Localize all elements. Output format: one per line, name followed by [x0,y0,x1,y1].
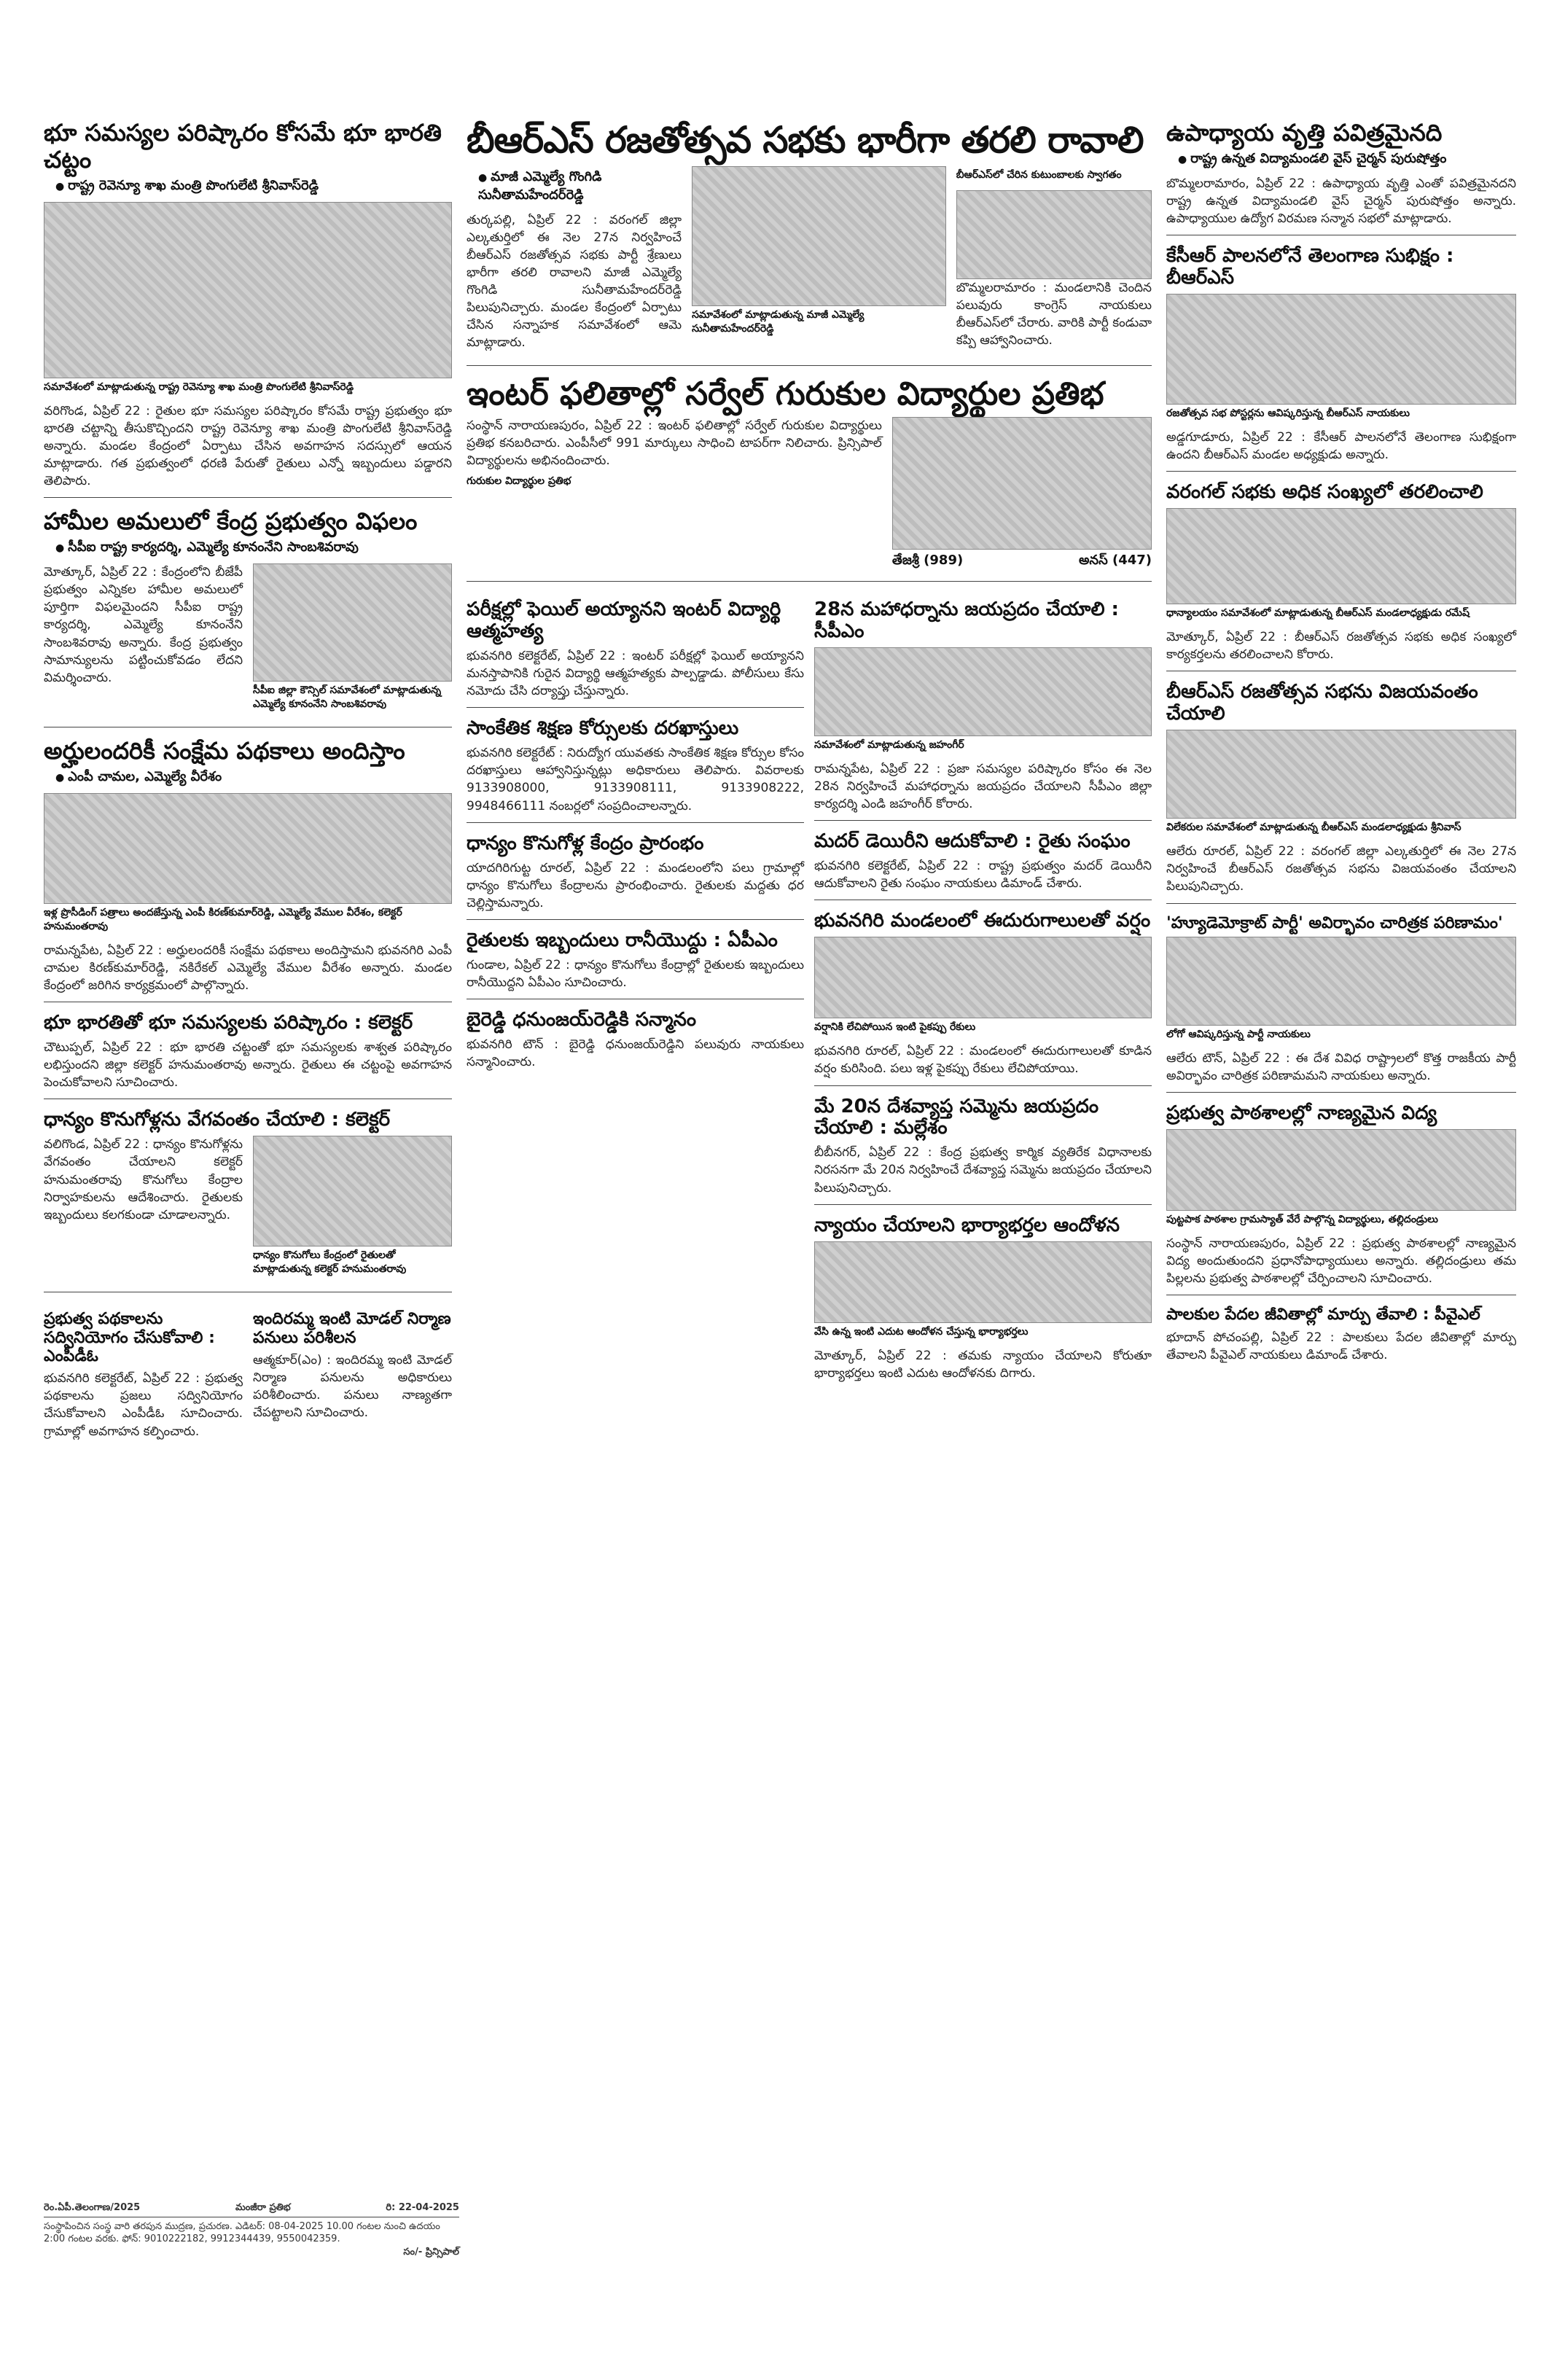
divider [467,919,804,920]
photo-brs-president [1166,508,1516,604]
article-new-party-body: ఆలేరు టౌన్, ఏప్రిల్ 22 : ఈ దేశ వివిధ రాష్ట్రాలలో కొత్త రాజకీయ పార్టీ అవిర్భావం చారిత్రక పరిణామమని నాయకులు అన్నారు. [1166,1050,1516,1083]
headline-warangal-rally: వరంగల్ సభకు అధిక సంఖ్యలో తరలించాలి [1166,481,1483,504]
article-rain-body: భువనగిరి రూరల్, ఏప్రిల్ 22 : మండలంలో ఈదురుగాలులతో కూడిన వర్షం కురిసింది. పలు ఇళ్ల పైకప్పు రేకులు లేచిపోయాయి. [814,1044,1152,1077]
headline-cpm-dharna: 28న మహాధర్నాను జయప్రదం చేయాలి : సీపీఎం [814,598,1119,642]
article-inter-results-body: సంస్థాన్ నారాయణపురం, ఏప్రిల్ 22 : ఇంటర్ ఫలితాల్లో సర్వేల్ గురుకుల విద్యార్థులు ప్రతిభ కనబరిచారు. ఎంపీసీలో 991 మార్కులు సాధించి టాపర్‌గా నిలిచారు. ప్రిన్సిపాల్ విద్యార్థులను అభినందించారు. [467,418,882,469]
headline-collector-bhu-bharati: భూ భారతితో భూ సమస్యలకు పరిష్కారం : కలెక్టర్ [44,1012,413,1034]
article-cpi-body: మోత్కూర్, ఏప్రిల్ 22 : కేంద్రంలోని బీజేపీ ప్రభుత్వం ఎన్నికల హామీల అమలులో పూర్తిగా విఫలమైందని సీపీఐ రాష్ట్ర కార్యదర్శి, ఎమ్మెల్యే కూనంనేని సాంబశివరావు అన్నారు. కేంద్ర ప్రభుత్వం సామాన్యులను పట్టించుకోవడం లేదని విమర్శించారు. [44,565,243,685]
headline-brs-silver-jubilee: బీఆర్ఎస్ రజతోత్సవ సభను విజయవంతం చేయాలి [1166,681,1478,725]
lead-article-body: తుర్కపల్లి, ఏప్రిల్ 22 : వరంగల్ జిల్లా ఎల్కతుర్తిలో ఈ నెల 27న నిర్వహించే బీఆర్ఎస్ రజతోత్సవ సభకు పార్టీ శ్రేణులు భారీగా తరలి రావాలని మాజీ ఎమ్మెల్యే గొంగిడి సునీతామహేందర్‌రెడ్డి పిలుపునిచ్చారు. మండల కేంద్రంలో ఏర్పాటు చేసిన సన్నాహక సమావేశంలో ఆమె మాట్లాడారు. [467,212,682,351]
article-pyl-body: భూదాన్ పోచంపల్లి, ఏప్రిల్ 22 : పాలకులు పేదల జీవితాల్లో మార్పు తేవాలని పీవైఎల్ నాయకులు డిమాండ్ చేశారు. [1166,1330,1516,1362]
article-kcr-body: అడ్డగూడూరు, ఏప్రిల్ 22 : కేసీఆర్ పాలనలోనే తెలంగాణ సుభిక్షంగా ఉందని బీఆర్ఎస్ మండల అధ్యక్షుడు అన్నారు. [1166,429,1516,463]
divider [814,1085,1152,1086]
headline-grain-center-opening: ధాన్యం కొనుగోళ్ల కేంద్రం ప్రారంభం [467,832,704,854]
divider [467,707,804,708]
photo-poster-launch [1166,294,1516,405]
headline-kcr-rule: కేసీఆర్ పాలనలోనే తెలంగాణ సుభిక్షం : బీఆర్ఎస్ [1166,245,1454,289]
imprint-reg: రెం.ఏపీ.తెలంగాణ/2025 [44,2202,141,2213]
article-warangal-body: మోత్కూర్, ఏప్రిల్ 22 : బీఆర్ఎస్ రజతోత్సవ సభకు అధిక సంఖ్యలో కార్యకర్తలను తరలించాలని కోరారు. [1166,630,1516,663]
caption-school-rally: పుట్టపాక పాఠశాల గ్రామస్యాత్‌ వేరే పాల్గొన్న విద్యార్థులు, తల్లిదండ్రులు [1166,1213,1438,1225]
photo-brs-meeting [692,166,946,306]
divider [467,365,1152,366]
headline-rain-storm: భువనగిరి మండలంలో ఈదురుగాలులతో వర్షం [814,910,1151,932]
imprint-date: రి: 22-04-2025 [386,2202,459,2213]
headline-new-party: 'హ్యూడెమోక్రాట్ పార్టీ' అవిర్భావం చారిత్రక పరిణామం' [1166,913,1503,932]
headline-apm: రైతులకు ఇబ్బందులు రానీయొద్దు : ఏపీఎం [467,929,778,951]
caption-brs-joining: బీఆర్ఎస్‌లో చేరిన కుటుంబాలకు స్వాగతం [956,168,1122,181]
photo-toppers [892,417,1152,550]
headline-mpdo: ప్రభుత్వ పథకాలను సద్వినియోగం చేసుకోవాలి : ఎంపీడీఓ [44,1310,215,1365]
photo-cpm-meeting [814,647,1152,736]
article-student-suicide-body: భువనగిరి కలెక్టరేట్, ఏప్రిల్ 22 : ఇంటర్ పరీక్షల్లో ఫెయిల్ అయ్యానని మనస్తాపానికి గురైన విద్యార్థి ఆత్మహత్యకు పాల్పడ్డాడు. పోలీసులు కేసు నమోదు చేసి దర్యాప్తు చేస్తున్నారు. [467,648,804,699]
caption-press-meet: విలేకరుల సమావేశంలో మాట్లాడుతున్న బీఆర్ఎస్ మండలాధ్యక్షుడు శ్రీనివాస్ [1166,822,1462,834]
headline-couple-protest: న్యాయం చేయాలని భార్యాభర్తల ఆందోళన [814,1214,1120,1236]
photo-school-rally [1166,1129,1516,1211]
headline-mother-dairy: మదర్ డెయిరీని ఆదుకోవాలి : రైతు సంఘం [814,830,1131,853]
topper-right-label: అనస్ (447) [1079,553,1152,569]
caption-logo-launch: లోగో ఆవిష్కరిస్తున్న పార్టీ నాయకులు [1166,1028,1311,1040]
caption-gurukul: గురుకుల విద్యార్థుల ప్రతిభ [467,475,571,488]
imprint-box [44,2201,459,2258]
lead-headline-brs-rally: బీఆర్ఎస్ రజతోత్సవ సభకు భారీగా తరలి రావాలి [467,119,1144,161]
subhead-vice-chairman: ● రాష్ట్ర ఉన్నత విద్యామండలి వైస్ చైర్మన్ పురుషోత్తం [1178,151,1516,169]
headline-welfare-schemes: అర్హులందరికీ సంక్షేమ పథకాలు అందిస్తాం [44,737,405,765]
article-apm-body: గుండాల, ఏప్రిల్ 22 : ధాన్యం కొనుగోలు కేంద్రాల్లో రైతులకు ఇబ్బందులు రానీయొద్దని ఏపీఎం సూచించారు. [467,957,804,990]
article-technical-courses-body: భువనగిరి కలెక్టరేట్ : నిరుద్యోగ యువతకు సాంకేతిక శిక్షణ కోర్సుల కోసం దరఖాస్తులు ఆహ్వానిస్తున్నట్లు అధికారులు తెలిపారు. వివరాలకు 9133908000, 9133908111, 9133908222, 9948466111 నంబర్లలో సంప్రదించాలన్నారు. [467,746,804,814]
photo-press-meet [1166,730,1516,819]
photo-house-proceedings [44,793,452,904]
photo-logo-launch [1166,937,1516,1026]
lead-subhead: ● మాజీ ఎమ్మెల్యే గొంగిడి సునీతామహేందర్‌రెడ్డి [478,169,682,206]
left-column [44,109,452,1446]
article-collector-body: చౌటుప్పల్, ఏప్రిల్ 22 : భూ భారతి చట్టంతో భూ సమస్యలకు శాశ్వత పరిష్కారం లభిస్తుందని జిల్లా కలెక్టర్ హనుమంతరావు అన్నారు. రైతులు ఈ చట్టంపై అవగాహన పెంచుకోవాలని సూచించారు. [44,1040,452,1090]
photo-grain-center [253,1136,452,1246]
caption-grain-center: ధాన్యం కొనుగోలు కేంద్రంలో రైతులతో మాట్లాడుతున్న కలెక్టర్ హనుమంతరావు [253,1249,407,1276]
divider [814,1204,1152,1205]
article-grain-center-opening-body: యాదగిరిగుట్ట రూరల్, ఏప్రిల్ 22 : మండలంలోని పలు గ్రామాల్లో ధాన్యం కొనుగోలు కేంద్రాలను ప్రారంభించారు. రైతులకు మద్దతు ధర చెల్లిస్తామన్నారు. [467,860,804,910]
caption-cpm-meeting: సమావేశంలో మాట్లాడుతున్న జహంగీర్ [814,738,964,751]
divider [44,497,452,498]
article-silver-jubilee-body: ఆలేరు రూరల్, ఏప్రిల్ 22 : వరంగల్ జిల్లా ఎల్కతుర్తిలో ఈ నెల 27న నిర్వహించే బీఆర్ఎస్ రజతోత్సవ సభను విజయవంతం చేయాలని పిలుపునిచ్చారు. [1166,844,1516,894]
headline-inter-results: ఇంటర్ ఫలితాల్లో సర్వేల్ గురుకుల విద్యార్థుల ప్రతిభ [467,375,1104,413]
imprint-signature: సం/- ప్రిన్సిపాల్ [403,2246,459,2258]
subhead-mp-mla: ● ఎంపీ చామల, ఎమ్మెల్యే వీరేశం [55,769,452,787]
right-column [1166,109,1516,1370]
photo-couple-protest [814,1241,1152,1323]
caption-brs-president: ధాన్యాలయం సమావేశంలో మాట్లాడుతున్న బీఆర్ఎస్ మండలాధ్యక్షుడు రమేష్ [1166,607,1470,620]
article-bhu-bharati-body: వరిగొండ, ఏప్రిల్ 22 : రైతుల భూ సమస్యల పరిష్కారం కోసమే రాష్ట్ర ప్రభుత్వం భూ భారతి చట్టాన్ని తీసుకొచ్చిందని రాష్ట్ర రెవెన్యూ శాఖ మంత్రి పొంగులేటి శ్రీనివాస్‌రెడ్డి అన్నారు. మండల కేంద్రంలో ఏర్పాటు చేసిన అవగాహన సదస్సులో ఆయన మాట్లాడారు. గత ప్రభుత్వంలో ధరణి పేరుతో రైతులు ఎన్నో ఇబ్బందులు పడ్డారని తెలిపారు. [44,403,452,489]
headline-teaching-profession: ఉపాధ్యాయ వృత్తి పవిత్రమైనది [1166,119,1443,147]
article-welfare-body: రామన్నపేట, ఏప్రిల్ 22 : అర్హులందరికీ సంక్షేమ పథకాలు అందిస్తామని భువనగిరి ఎంపీ చామల కిరణ్‌కుమార్‌రెడ్డి, నకిరేకల్ ఎమ్మెల్యే వేముల వీరేశం అన్నారు. మండల కేంద్రంలో జరిగిన కార్యక్రమంలో పాల్గొన్నారు. [44,943,452,994]
article-mpdo-body: భువనగిరి కలెక్టరేట్, ఏప్రిల్ 22 : ప్రభుత్వ పథకాలను ప్రజలు సద్వినియోగం చేసుకోవాలని ఎంపీడీఓ సూచించారు. గ్రామాల్లో అవగాహన కల్పించారు. [44,1371,243,1439]
headline-felicitation: బైరెడ్డి ధనుంజయ్‌రెడ్డికి సన్మానం [467,1009,697,1031]
headline-technical-courses: సాంకేతిక శిక్షణ కోర్సులకు దరఖాస్తులు [467,717,739,740]
subhead-minister: ● రాష్ట్ర రెవెన్యూ శాఖ మంత్రి పొంగులేటి శ్రీనివాస్‌రెడ్డి [55,178,452,196]
headline-indiramma-house: ఇందిరమ్మ ఇంటి మోడల్ నిర్మాణ పనులు పరిశీలన [253,1310,451,1347]
headline-may20-strike: మే 20న దేశవ్యాప్త సమ్మెను జయప్రదం చేయాలి : మల్లేశం [814,1095,1099,1139]
article-indiramma-body: ఆత్మకూర్(ఎం) : ఇందిరమ్మ ఇంటి మోడల్ నిర్మాణ పనులను అధికారులు పరిశీలించారు. పనులు నాణ్యతగా చేపట్టాలని సూచించారు. [253,1352,452,1421]
headline-student-suicide: పరీక్షల్లో ఫెయిల్ అయ్యానని ఇంటర్ విద్యార్థి ఆత్మహత్య [467,598,781,642]
article-teaching-body: బొమ్మలరామారం, ఏప్రిల్ 22 : ఉపాధ్యాయ వృత్తి ఎంతో పవిత్రమైనదని రాష్ట్ర ఉన్నత విద్యామండలి వైస్ చైర్మన్ పురుషోత్తం అన్నారు. ఉపాధ్యాయుల ఉద్యోగ విరమణ సన్మాన సభలో మాట్లాడారు. [1166,176,1516,227]
divider [1166,471,1516,472]
caption-damaged-roof: వర్షానికి లేచిపోయిన ఇంటి పైకప్పు రేకులు [814,1021,976,1034]
caption-house-proceedings: ఇళ్ల ప్రొసీడింగ్ పత్రాలు అందజేస్తున్న ఎంపీ కిరణ్‌కుమార్‌రెడ్డి, ఎమ్మెల్యే వేముల వీరేశం, కలెక్టర్ హనుమంతరావు [44,906,402,932]
divider [1166,1092,1516,1093]
headline-bhu-bharati: భూ సమస్యల పరిష్కారం కోసమే భూ భారతి చట్టం [44,119,442,173]
article-strike-body: బీబీనగర్, ఏప్రిల్ 22 : కేంద్ర ప్రభుత్వ కార్మిక వ్యతిరేక విధానాలకు నిరసనగా మే 20న నిర్వహించే దేశవ్యాప్త సమ్మెను జయప్రదం చేయాలని పిలుపునిచ్చారు. [814,1145,1152,1195]
caption-minister: సమావేశంలో మాట్లాడుతున్న రాష్ట్ర రెవెన్యూ శాఖ మంత్రి పొంగులేటి శ్రీనివాస్‌రెడ్డి [44,381,354,393]
headline-grain-purchase: ధాన్యం కొనుగోళ్లను వేగవంతం చేయాలి : కలెక్టర్ [44,1109,391,1131]
headline-pyl: పాలకుల పేదల జీవితాల్లో మార్పు తేవాలి : పీవైఎల్ [1166,1306,1480,1324]
divider [467,581,1152,582]
photo-brs-joining [956,190,1152,279]
article-couple-protest-body: మోత్కూర్, ఏప్రిల్ 22 : తమకు న్యాయం చేయాలని కోరుతూ భార్యాభర్తలు ఇంటి ఎదుట ఆందోళనకు దిగారు. [814,1348,1152,1381]
caption-brs-meeting: సమావేశంలో మాట్లాడుతున్న మాజీ ఎమ్మెల్యే సునీతామహేందర్‌రెడ్డి [692,308,865,335]
article-mother-dairy-body: భువనగిరి కలెక్టరేట్, ఏప్రిల్ 22 : రాష్ట్ర ప్రభుత్వం మదర్ డెయిరీని ఆదుకోవాలని రైతు సంఘం నాయకులు డిమాండ్ చేశారు. [814,859,1152,891]
divider [467,822,804,823]
imprint-title: మంజీరా ప్రతిభ [235,2202,291,2213]
divider [1166,903,1516,904]
article-govt-schools-body: సంస్థాన్ నారాయణపురం, ఏప్రిల్ 22 : ప్రభుత్వ పాఠశాలల్లో నాణ్యమైన విద్య అందుతుందని ప్రధానోపాధ్యాయులు అన్నారు. తల్లిదండ్రులు తమ పిల్లలను ప్రభుత్వ పాఠశాలల్లో చేర్పించాలని సూచించారు. [1166,1236,1516,1287]
photo-minister-meeting [44,202,452,378]
center-column [467,109,1152,1388]
lead-article-side-body: బొమ్మలరామారం : మండలానికి చెందిన పలువురు కాంగ్రెస్ నాయకులు బీఆర్ఎస్‌లో చేరారు. వారికి పార్టీ కండువా కప్పి ఆహ్వానించారు. [956,280,1152,348]
headline-central-govt-failure: హామీల అమలులో కేంద్ర ప్రభుత్వం విఫలం [44,507,418,536]
subhead-cpi-secretary: ● సీపీఐ రాష్ట్ర కార్యదర్శి, ఎమ్మెల్యే కూనంనేని సాంబశివరావు [55,539,452,558]
imprint-body: సంస్థాపించిన సంస్థ వారి తరపున ముద్రణ, ప్రచురణ. ఎడిటర్: 08-04-2025 10.00 గంటల నుంచి ఉదయం 2:00 గంటల వరకు. ఫోన్: 9010222182, 9912344439, 9550042359. [44,2220,440,2245]
caption-couple-protest: వేసి ఉన్న ఇంటి ఎదుట ఆందోళన చేస్తున్న భార్యాభర్తలు [814,1325,1029,1338]
headline-govt-schools: ప్రభుత్వ పాఠశాలల్లో నాణ్యమైన విద్య [1166,1102,1437,1125]
article-cpm-body: రామన్నపేట, ఏప్రిల్ 22 : ప్రజా సమస్యల పరిష్కారం కోసం ఈ నెల 28న నిర్వహించే మహాధర్నాను జయప్రదం చేయాలని సీపీఎం జిల్లా కార్యదర్శి ఎండి జహంగీర్ కోరారు. [814,761,1152,812]
caption-cpi: సీపీఐ జిల్లా కౌన్సిల్ సమావేశంలో మాట్లాడుతున్న ఎమ్మెల్యే కూనంనేని సాంబశివరావు [253,684,442,711]
article-grain-body: వలిగొండ, ఏప్రిల్ 22 : ధాన్యం కొనుగోళ్లను వేగవంతం చేయాలని కలెక్టర్ హనుమంతరావు కొనుగోలు కేంద్రాల నిర్వాహకులను ఆదేశించారు. రైతులకు ఇబ్బందులు కలగకుండా చూడాలన్నారు. [44,1137,243,1222]
article-felicitation-body: భువనగిరి టౌన్ : బైరెడ్డి ధనుంజయ్‌రెడ్డిని పలువురు నాయకులు సన్మానించారు. [467,1037,804,1070]
photo-cpi-meeting [253,563,452,682]
photo-damaged-roof [814,937,1152,1018]
topper-left-label: తేజశ్రీ (989) [891,553,964,569]
divider [814,820,1152,821]
caption-poster-launch: రజతోత్సవ సభ పోస్టర్లను ఆవిష్కరిస్తున్న బీఆర్ఎస్ నాయకులు [1166,407,1410,419]
